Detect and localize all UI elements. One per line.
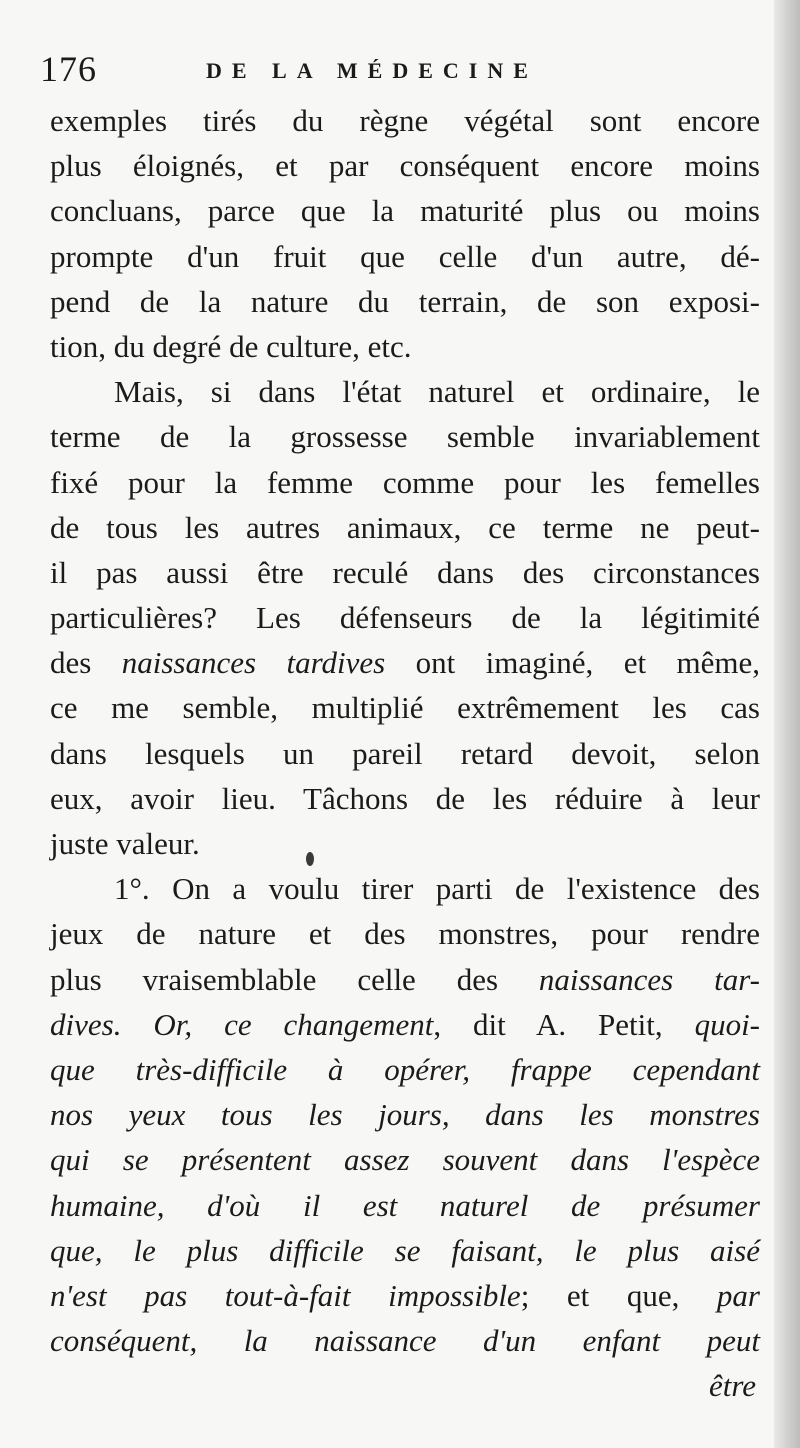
text-line [50, 1002, 760, 1047]
text-line: fixé pour la femme comme pour les femelles [50, 464, 760, 500]
italic-run: n'est pas tout-à-fait impossible [50, 1277, 521, 1313]
body-text [50, 98, 760, 1408]
italic-run: quoi- [694, 1006, 760, 1042]
text-line: pend de la nature du terrain, de son exposi- [50, 283, 760, 319]
text-line: 1°. On a voulu tirer parti de l'existence des [114, 871, 760, 907]
italic-run: par [716, 1277, 760, 1313]
text-line [50, 1273, 760, 1318]
catchword [50, 1363, 760, 1408]
text-line [50, 1183, 760, 1228]
text-run: , dit A. Petit, [433, 1006, 695, 1042]
text-line [50, 640, 760, 685]
text-line: il pas aussi être reculé dans des circonstances [50, 554, 760, 590]
text-line [50, 1092, 760, 1137]
text-line: terme de la grossesse semble invariablement [50, 419, 760, 455]
italic-run: naissances tar- [538, 961, 760, 997]
text-run: ont imaginé, et même, [385, 645, 760, 681]
text-line: prompte d'un fruit que celle d'un autre, dé- [50, 238, 760, 274]
text-run: plus vraisemblable celle des [50, 961, 539, 997]
page-header [40, 44, 760, 94]
text-line: Mais, si dans l'état naturel et ordinaire, le [114, 374, 760, 410]
text-line [50, 957, 760, 1002]
running-title: DE LA MÉDECINE [206, 58, 538, 83]
text-run: des [50, 645, 122, 681]
italic-run: que très-difficile à opérer, frappe cependant [50, 1051, 760, 1087]
italic-run: nos yeux tous les jours, dans les monstres [50, 1097, 760, 1133]
text-line: concluans, parce que la maturité plus ou moins [50, 193, 760, 229]
text-line: particulières? Les défenseurs de la légitimité [50, 600, 760, 636]
italic-run: que, le plus difficile se faisant, le plus aisé [50, 1232, 760, 1268]
italic-run: dives. Or, ce changement [50, 1006, 434, 1042]
text-line [50, 1228, 760, 1273]
text-line [50, 1047, 760, 1092]
italic-run: conséquent, la naissance d'un enfant peut [50, 1323, 760, 1359]
text-line: dans lesquels un pareil retard devoit, selon [50, 735, 760, 771]
italic-run: être [708, 1368, 756, 1404]
text-line: de tous les autres animaux, ce terme ne peut- [50, 509, 760, 545]
page-edge-shadow [774, 0, 800, 1448]
text-line: exemples tirés du règne végétal sont encore [50, 103, 760, 138]
text-line: jeux de nature et des monstres, pour rendre [50, 916, 760, 952]
italic-run: naissances tardives [121, 645, 386, 681]
text-line: ce me semble, multiplié extrêmement les cas [50, 690, 760, 726]
text-line [50, 1137, 760, 1182]
text-run: ; et que, [520, 1277, 717, 1313]
italic-run: humaine, d'où il est naturel de présumer [50, 1187, 760, 1223]
text-line: plus éloignés, et par conséquent encore moins [50, 148, 760, 184]
text-line: tion, du degré de culture, etc. [50, 328, 412, 364]
text-line: eux, avoir lieu. Tâchons de les réduire à leur [50, 780, 760, 816]
page-number: 176 [40, 49, 97, 89]
italic-run: qui se présentent assez souvent dans l'espèce [50, 1142, 760, 1178]
text-line: juste valeur. [50, 826, 200, 861]
text-line [50, 1318, 760, 1363]
